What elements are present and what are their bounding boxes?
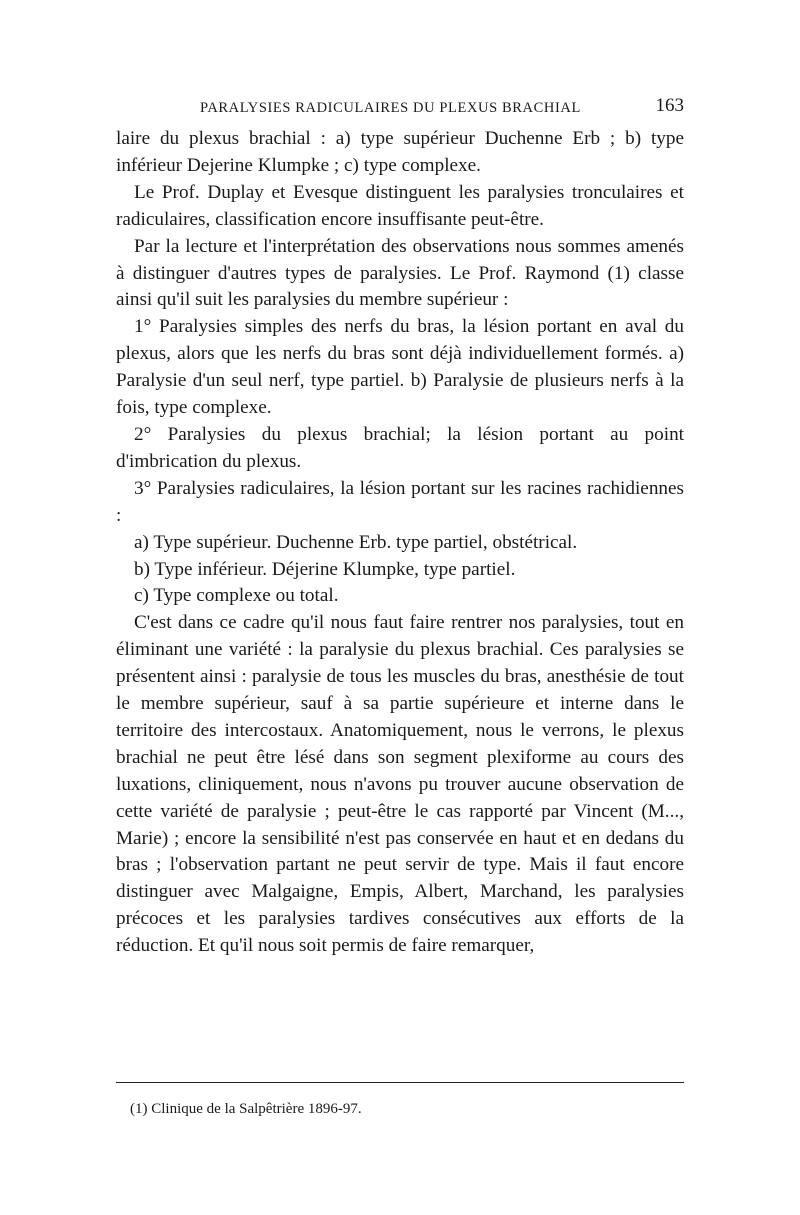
- paragraph: C'est dans ce cadre qu'il nous faut faire rentrer nos paralysies, tout en éliminant une variété : la paralysie du plexus brachial. Ces paralysies se présentent ainsi : paralysie de tous les muscles du bras, anesthésie de tout le membre supérieur, sauf à sa partie supérieure et interne dans le territoire des intercostaux. Anatomiquement, nous le verrons, le plexus brachial ne peut être lésé dans son segment plexiforme au cours des luxations, cliniquement, nous n'avons pu trouver aucune observation de cette variété de paralysie ; peut-être le cas rapporté par Vincent (M..., Marie) ; encore la sensibilité n'est pas conservée en haut et en dedans du bras ; l'observation partant ne peut servir de type. Mais il faut encore distinguer avec Malgaigne, Empis, Albert, Marchand, les paralysies précoces et les paralysies tardives consécutives aux efforts de la réduction. Et qu'il nous soit permis de faire remarquer,: [116, 612, 684, 957]
- paragraph-continuation: laire du plexus brachial : a) type supérieur Duchenne Erb ; b) type inférieur Dejerine Klumpke ; c) type complexe.: [116, 128, 684, 176]
- subitem-a: a) Type supérieur. Duchenne Erb. type partiel, obstétrical.: [134, 531, 578, 553]
- footnote: (1) Clinique de la Salpêtrière 1896-97.: [130, 1101, 362, 1117]
- list-item-1: 1° Paralysies simples des nerfs du bras, la lésion portant en aval du plexus, alors que les nerfs du bras sont déjà individuellement formés. a) Paralysie d'un seul nerf, type partiel. b) Paralysie de plusieurs nerfs à la fois, type complexe.: [116, 316, 684, 419]
- running-header: [200, 96, 684, 120]
- subitem-c: c) Type complexe ou total.: [134, 585, 339, 607]
- body-text: [116, 126, 684, 960]
- list-item-2: 2° Paralysies du plexus brachial; la lésion portant au point d'imbrication du plexus.: [116, 423, 684, 472]
- running-title: PARALYSIES RADICULAIRES DU PLEXUS BRACHIAL: [200, 100, 581, 116]
- page-number: 163: [655, 95, 684, 116]
- subitem-b: b) Type inférieur. Déjerine Klumpke, type partiel.: [134, 558, 516, 580]
- footnote-divider: [116, 1082, 684, 1083]
- paragraph: Le Prof. Duplay et Evesque distinguent les paralysies tronculaires et radiculaires, classification encore insuffisante peut-être.: [116, 181, 684, 230]
- list-item-3: 3° Paralysies radiculaires, la lésion portant sur les racines rachidiennes :: [116, 477, 684, 526]
- paragraph: Par la lecture et l'interprétation des observations nous sommes amenés à distinguer d'autres types de paralysies. Le Prof. Raymond (1) classe ainsi qu'il suit les paralysies du membre supérieur :: [116, 235, 684, 311]
